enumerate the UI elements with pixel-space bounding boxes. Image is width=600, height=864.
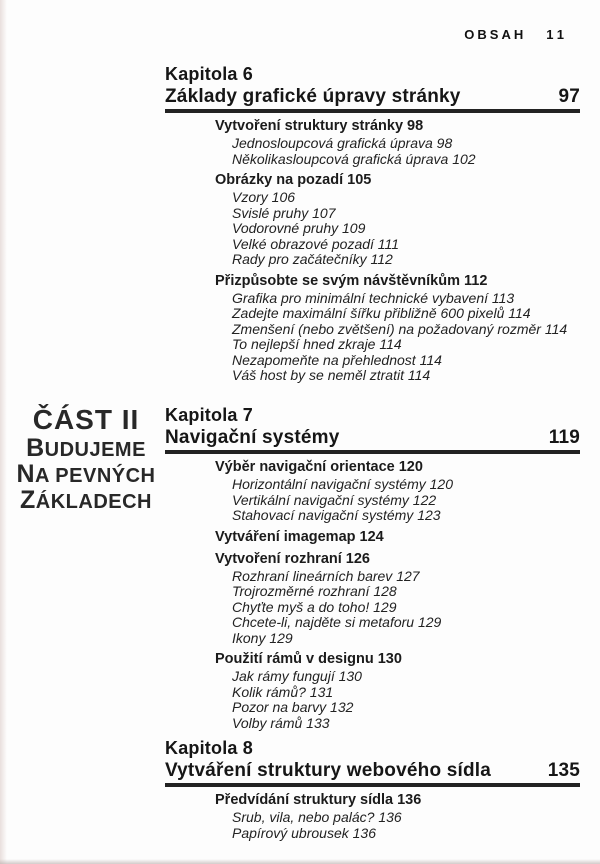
toc-sub-item: Svislé pruhy 107 <box>232 204 336 221</box>
toc-sub-item: Váš host by se neměl ztratit 114 <box>232 367 431 383</box>
toc-sub-item: Vodorovné pruhy 109 <box>232 220 366 236</box>
toc-sub-item: Papírový ubrousek 136 <box>232 824 376 841</box>
toc-section <box>215 529 580 546</box>
toc-sub-item: Ikony 129 <box>232 629 293 646</box>
chapter-title: Navigační systémy <box>165 427 340 448</box>
part-title-line: BUDUJEME <box>26 434 146 462</box>
chapter-8-block <box>165 737 580 841</box>
chapter-title-row <box>165 426 580 454</box>
chapter-sections <box>165 792 580 841</box>
toc-sub-item: Jak rámy fungují 130 <box>232 668 362 684</box>
toc-section-label: Obrázky na pozadí 105 <box>215 172 372 188</box>
part-title-line: NA PEVNÝCH <box>16 460 156 488</box>
toc-section-label: Vytvoření rozhraní 126 <box>215 550 370 567</box>
chapter-title: Vytváření struktury webového sídla <box>165 760 492 781</box>
chapter-title-row <box>165 759 580 787</box>
toc-section <box>215 118 580 167</box>
toc-section-label: Použití rámů v designu 130 <box>215 651 402 667</box>
toc-sub-item: Kolik rámů? 131 <box>232 683 334 700</box>
running-head <box>464 27 568 42</box>
toc-sub-item: Zadejte maximální šířku přibližně 600 pixelů 114 <box>232 305 531 321</box>
toc-section <box>215 273 580 384</box>
chapter-page-number: 135 <box>547 760 580 781</box>
chapter-title-row <box>165 85 580 113</box>
chapter-number: Kapitola 7 <box>165 405 254 425</box>
toc-section-label: Vytvoření struktury stránky 98 <box>215 118 424 134</box>
chapter-page-number: 119 <box>548 427 580 448</box>
chapter-number: Kapitola 8 <box>165 738 254 758</box>
toc-sub-item: Velké obrazové pozadí 111 <box>232 235 400 252</box>
toc-sub-item: Horizontální navigační systémy 120 <box>232 476 453 492</box>
toc-sub-item: Grafika pro minimální technické vybavení 113 <box>232 289 515 306</box>
toc-section <box>215 551 580 647</box>
toc-sub-item: Jednosloupcová grafická úprava 98 <box>232 135 453 151</box>
toc-sub-item: Trojrozměrné rozhraní 128 <box>232 583 397 599</box>
toc-sub-item: Volby rámů 133 <box>232 714 330 731</box>
part-label <box>10 403 162 514</box>
chapter-title: Základy grafické úpravy stránky <box>165 86 461 107</box>
toc-sub-item: Vzory 106 <box>232 189 296 205</box>
toc-section-label: Výběr navigační orientace 120 <box>215 459 423 475</box>
toc-section <box>215 172 580 268</box>
running-head-label: OBSAH <box>464 27 527 42</box>
toc-sub-item: Rozhraní lineárních barev 127 <box>232 567 420 584</box>
toc-sub-item: Rady pro začátečníky 112 <box>232 251 393 267</box>
toc-sub-item: To nejlepší hned zkraje 114 <box>232 336 402 352</box>
chapter-number: Kapitola 6 <box>165 64 254 84</box>
chapter-page-number: 97 <box>558 86 580 107</box>
page-left-edge-shadow <box>0 0 7 864</box>
part-number: ČÁST II <box>32 404 140 435</box>
toc-sub-item: Několikasloupcová grafická úprava 102 <box>232 150 476 167</box>
toc-section-label: Předvídání struktury sídla 136 <box>215 792 422 808</box>
toc-sub-item: Vertikální navigační systémy 122 <box>232 491 437 508</box>
toc-section <box>215 651 580 731</box>
toc-section-label: Přizpůsobte se svým návštěvníkům 112 <box>215 272 488 289</box>
toc-sub-item: Zmenšení (nebo zvětšení) na požadovaný rozměr 114 <box>232 320 568 337</box>
toc-section <box>215 792 580 841</box>
toc-section <box>215 459 580 524</box>
part-title-line: ZÁKLADECH <box>20 486 152 514</box>
chapter-sections <box>165 118 580 384</box>
chapter-7-block <box>165 404 580 731</box>
toc-sub-item: Chcete-li, najděte si metaforu 129 <box>232 614 442 630</box>
toc-sub-item: Srub, vila, nebo palác? 136 <box>232 809 402 825</box>
running-head-page-number: 11 <box>546 27 568 42</box>
chapter-6-block <box>165 63 580 384</box>
toc-section-label: Vytváření imagemap 124 <box>215 528 384 545</box>
page-bottom-edge-shadow <box>0 859 600 864</box>
toc-sub-item: Chyťte myš a do toho! 129 <box>232 598 397 615</box>
chapter-sections <box>165 459 580 731</box>
toc-sub-item: Pozor na barvy 132 <box>232 699 354 715</box>
toc-sub-item: Nezapomeňte na přehlednost 114 <box>232 351 442 368</box>
toc-sub-item: Stahovací navigační systémy 123 <box>232 507 441 523</box>
